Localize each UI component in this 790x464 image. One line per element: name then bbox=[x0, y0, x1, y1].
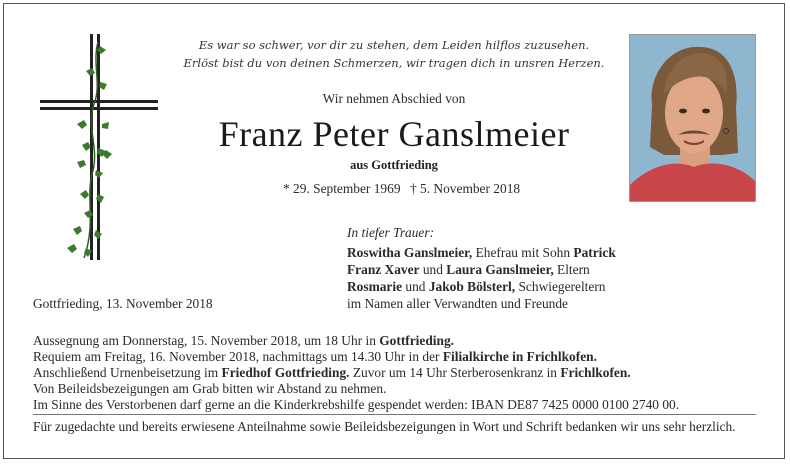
conjunction: und bbox=[419, 262, 447, 277]
service-location: Filialkirche in Frichlkofen. bbox=[442, 349, 597, 364]
death-date: † 5. November 2018 bbox=[410, 181, 521, 196]
mourner-line-1 bbox=[347, 245, 616, 261]
deceased-name: Franz Peter Ganslmeier bbox=[218, 114, 570, 154]
service-line-3 bbox=[33, 365, 631, 381]
quote-line-1: Es war so schwer, vor dir zu stehen, dem Leiden hilflos zuzusehen. bbox=[198, 38, 590, 52]
mourner-relation: Eltern bbox=[553, 262, 590, 277]
mourner-name: Laura Ganslmeier, bbox=[446, 262, 554, 277]
portrait-photo bbox=[629, 34, 756, 202]
service-line-4: Von Beileidsbezeigungen am Grab bitten wir Abstand zu nehmen. bbox=[33, 381, 387, 396]
mourner-name: Roswitha Ganslmeier, bbox=[347, 245, 473, 260]
service-line-2 bbox=[33, 349, 597, 365]
service-text: Requiem am Freitag, 16. November 2018, nachmittags um 14.30 Uhr in der bbox=[33, 349, 443, 364]
mourner-relation: Ehefrau mit Sohn bbox=[472, 245, 574, 260]
service-line-1 bbox=[33, 333, 454, 349]
mourner-line-3 bbox=[347, 279, 606, 295]
service-location: Friedhof Gottfrieding. bbox=[221, 365, 350, 380]
cross-with-ivy-icon bbox=[40, 34, 160, 266]
farewell-intro: Wir nehmen Abschied von bbox=[322, 91, 466, 106]
service-text: Anschließend Urnenbeisetzung im bbox=[33, 365, 222, 380]
service-location: Gottfrieding. bbox=[379, 333, 455, 348]
service-text: Aussegnung am Donnerstag, 15. November 2018, um 18 Uhr in bbox=[33, 333, 380, 348]
place-date: Gottfrieding, 13. November 2018 bbox=[33, 296, 213, 311]
mourner-name: Franz Xaver bbox=[347, 262, 420, 277]
mourner-line-2 bbox=[347, 262, 590, 278]
mourner-relation: Schwiegereltern bbox=[515, 279, 606, 294]
donation-line: Im Sinne des Verstorbenen darf gerne an die Kinderkrebshilfe gespendet werden: IBAN DE87 7425 0000 0100 2740 00. bbox=[33, 397, 680, 412]
divider bbox=[33, 414, 756, 415]
mourner-name: Patrick bbox=[573, 245, 616, 260]
mourners-heading: In tiefer Trauer: bbox=[347, 225, 435, 240]
quote-line-2: Erlöst bist du von deinen Schmerzen, wir tragen dich in unsren Herzen. bbox=[183, 56, 605, 70]
mourner-name: Jakob Bölsterl, bbox=[428, 279, 516, 294]
service-location: Frichlkofen. bbox=[560, 365, 631, 380]
conjunction: und bbox=[402, 279, 429, 294]
deceased-origin: aus Gottfrieding bbox=[350, 158, 438, 172]
service-text: Zuvor um 14 Uhr Sterberosenkranz in bbox=[349, 365, 561, 380]
thanks-line: Für zugedachte und bereits erwiesene Anteilnahme sowie Beileidsbezeigungen in Wort und Schrift bedanken wir uns sehr herzlich. bbox=[33, 419, 736, 434]
mourner-name: Rosmarie bbox=[347, 279, 403, 294]
mourner-line-4: im Namen aller Verwandten und Freunde bbox=[347, 296, 569, 311]
birth-date: * 29. September 1969 bbox=[283, 181, 401, 196]
